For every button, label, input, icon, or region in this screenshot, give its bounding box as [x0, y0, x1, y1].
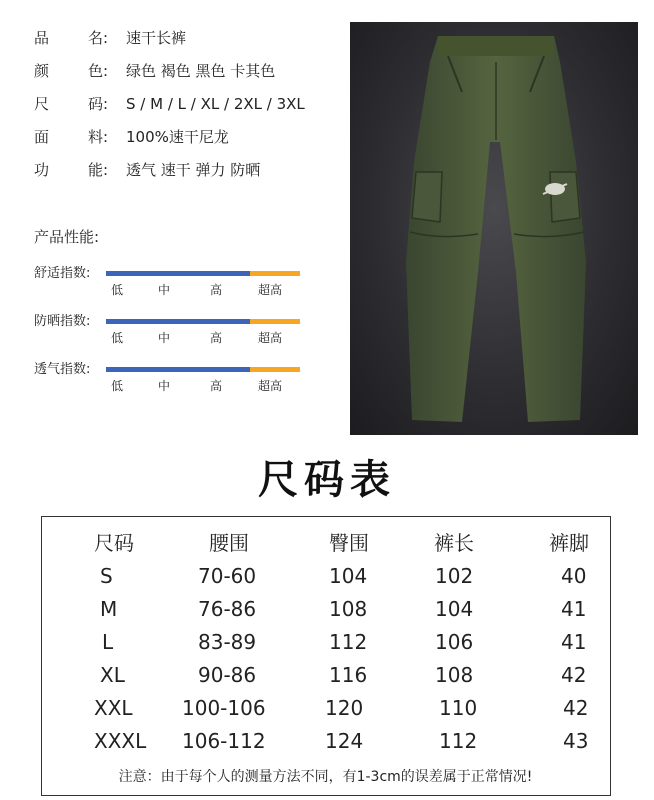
spec-value: 绿色 褐色 黑色 卡其色: [126, 62, 276, 80]
table-cell: L: [102, 630, 114, 654]
table-cell: XXL: [94, 696, 133, 720]
table-cell: XXXL: [94, 729, 147, 753]
level-label: 超高: [258, 379, 283, 393]
spec-label: 尺: [34, 95, 50, 113]
table-cell: S: [100, 564, 113, 588]
waistband: [438, 36, 554, 56]
table-cell: 76-86: [198, 597, 257, 621]
table-cell: 42: [561, 663, 587, 687]
table-cell: M: [100, 597, 118, 621]
spec-label: 功: [34, 161, 50, 179]
header-cell: 尺码: [94, 531, 134, 555]
performance-label: 透气指数:: [34, 362, 91, 377]
table-cell: 83-89: [198, 630, 257, 654]
table-cell: 124: [325, 729, 364, 753]
table-cell: 108: [329, 597, 368, 621]
level-label: 低: [111, 379, 124, 393]
product-photo: [350, 22, 638, 435]
pants-illustration: [350, 22, 638, 435]
header-cell: 裤脚: [549, 531, 589, 555]
table-cell: 112: [439, 729, 478, 753]
table-cell: 41: [561, 597, 587, 621]
spec-value: 100%速干尼龙: [126, 128, 229, 146]
level-label: 高: [210, 379, 223, 393]
spec-label: 料:: [88, 128, 109, 146]
spec-label: 颜: [34, 62, 50, 80]
level-label: 中: [158, 331, 171, 345]
header-cell: 腰围: [209, 531, 249, 555]
measurement-note: 注意：由于每个人的测量方法不同，有1-3cm的误差属于正常情况!: [118, 769, 533, 785]
table-cell: 108: [435, 663, 474, 687]
performance-label: 舒适指数:: [34, 266, 91, 281]
table-cell: 42: [563, 696, 589, 720]
table-cell: 104: [329, 564, 368, 588]
performance-bar: [106, 367, 300, 372]
table-cell: 110: [439, 696, 478, 720]
table-cell: 106-112: [182, 729, 266, 753]
performance-label: 防晒指数:: [34, 314, 91, 329]
level-label: 超高: [258, 283, 283, 297]
table-cell: 100-106: [182, 696, 266, 720]
size-chart-title: 尺码表: [258, 457, 396, 503]
spec-label: 能:: [88, 161, 109, 179]
spec-label: 码:: [88, 95, 109, 113]
size-table: [41, 516, 611, 796]
header-cell: 裤长: [434, 531, 474, 555]
table-cell: 104: [435, 597, 474, 621]
spec-value: 透气 速干 弹力 防晒: [126, 161, 261, 179]
level-label: 低: [111, 283, 124, 297]
performance-title: 产品性能:: [34, 228, 100, 246]
spec-label: 面: [34, 128, 50, 146]
table-cell: 112: [329, 630, 368, 654]
spec-label: 品: [34, 29, 50, 47]
spec-value: S / M / L / XL / 2XL / 3XL: [126, 95, 305, 113]
level-label: 高: [210, 331, 223, 345]
spec-value: 速干长裤: [126, 29, 187, 47]
level-label: 中: [158, 379, 171, 393]
table-cell: 70-60: [198, 564, 257, 588]
level-label: 中: [158, 283, 171, 297]
header-cell: 臀围: [329, 531, 369, 555]
table-cell: 120: [325, 696, 364, 720]
level-label: 低: [111, 331, 124, 345]
performance-bar: [106, 271, 300, 276]
table-cell: 116: [329, 663, 368, 687]
spec-label: 色:: [88, 62, 109, 80]
table-cell: 43: [563, 729, 589, 753]
level-label: 高: [210, 283, 223, 297]
table-cell: XL: [100, 663, 125, 687]
level-label: 超高: [258, 331, 283, 345]
table-cell: 40: [561, 564, 587, 588]
table-cell: 106: [435, 630, 474, 654]
spec-label: 名:: [88, 29, 109, 47]
performance-bar: [106, 319, 300, 324]
table-cell: 102: [435, 564, 474, 588]
table-cell: 90-86: [198, 663, 257, 687]
table-cell: 41: [561, 630, 587, 654]
